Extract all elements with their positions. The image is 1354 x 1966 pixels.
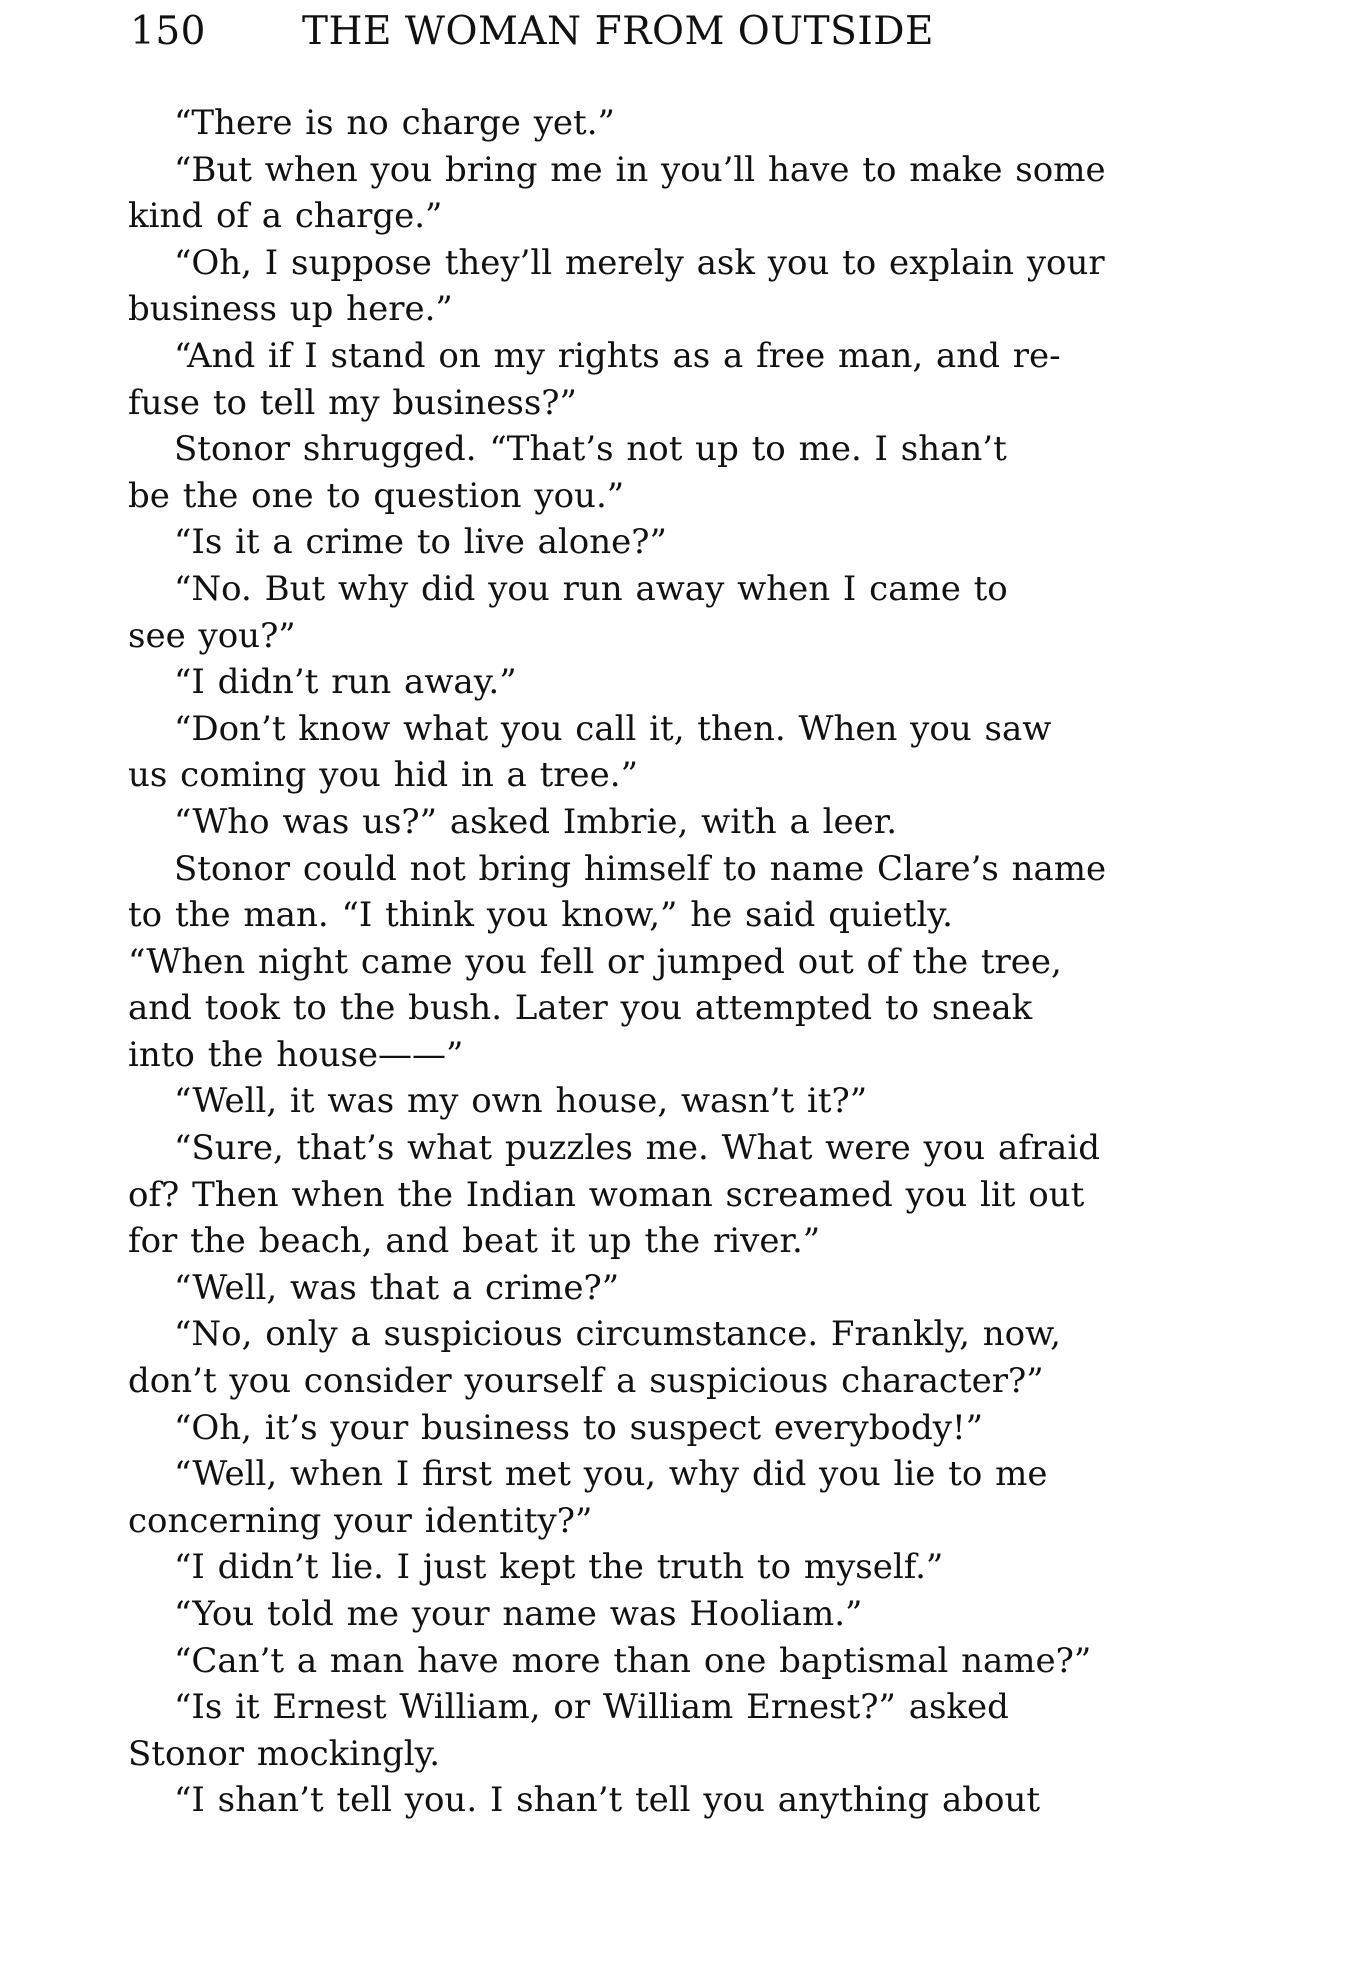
text-line: “You told me your name was Hooliam.” (174, 1594, 863, 1634)
text-line: for the beach, and beat it up the river.” (128, 1221, 821, 1262)
text-line: “Sure, that’s what puzzles me. What were you afraid (174, 1128, 1100, 1169)
text-line: “I didn’t lie. I just kept the truth to myself.” (174, 1547, 944, 1588)
text-line: and took to the bush. Later you attempted to sneak (128, 988, 1033, 1029)
text-line: “Who was us?” asked Imbrie, with a leer. (174, 801, 898, 842)
text-line: “No, only a suspicious circumstance. Frankly, now, (174, 1314, 1061, 1355)
text-line: Stonor mockingly. (128, 1733, 441, 1774)
text-line: Stonor shrugged. “That’s not up to me. I shan’t (174, 429, 1007, 470)
text-line: don’t you consider yourself a suspicious character?” (128, 1361, 1044, 1402)
text-line: of? Then when the Indian woman screamed you lit out (128, 1174, 1085, 1215)
text-line: “There is no charge yet.” (174, 103, 615, 143)
text-line: “Is it a crime to live alone?” (174, 522, 667, 563)
page-number: 150 (130, 9, 206, 54)
running-title: THE WOMAN FROM OUTSIDE (302, 9, 935, 54)
text-line: “Well, was that a crime?” (174, 1267, 620, 1308)
text-line: “Oh, it’s your business to suspect everybody!” (174, 1407, 984, 1448)
text-line: “I shan’t tell you. I shan’t tell you anything about (174, 1780, 1041, 1821)
text-line: to the man. “I think you know,” he said quietly. (128, 895, 953, 936)
text-line: be the one to question you.” (128, 475, 625, 516)
text-line: business up here.” (128, 289, 453, 330)
text-line: into the house——” (128, 1034, 464, 1075)
text-line: kind of a charge.” (128, 196, 443, 237)
text-line: “And if I stand on my rights as a free man, and re- (174, 335, 1061, 376)
text-line: “When night came you fell or jumped out of the tree, (128, 941, 1062, 982)
text-line: “Don’t know what you call it, then. When you saw (174, 708, 1052, 749)
text-line: Stonor could not bring himself to name Clare’s name (174, 848, 1107, 889)
text-line: “Can’t a man have more than one baptismal name?” (174, 1640, 1092, 1681)
running-head (130, 4, 1200, 60)
text-line: “But when you bring me in you’ll have to make some (174, 149, 1106, 190)
body-text (128, 100, 1188, 1824)
text-line: “Oh, I suppose they’ll merely ask you to explain your (174, 242, 1105, 283)
text-line: see you?” (128, 615, 296, 656)
text-line: “Well, when I first met you, why did you lie to me (174, 1454, 1048, 1495)
text-line: us coming you hid in a tree.” (128, 755, 638, 796)
text-line: concerning your identity?” (128, 1500, 593, 1541)
text-line: “Well, it was my own house, wasn’t it?” (174, 1081, 868, 1122)
text-line: fuse to tell my business?” (128, 382, 577, 423)
text-line: “No. But why did you run away when I came to (174, 568, 1008, 609)
text-line: “Is it Ernest William, or William Ernest?” asked (174, 1687, 1009, 1728)
text-line: “I didn’t run away.” (174, 662, 517, 703)
